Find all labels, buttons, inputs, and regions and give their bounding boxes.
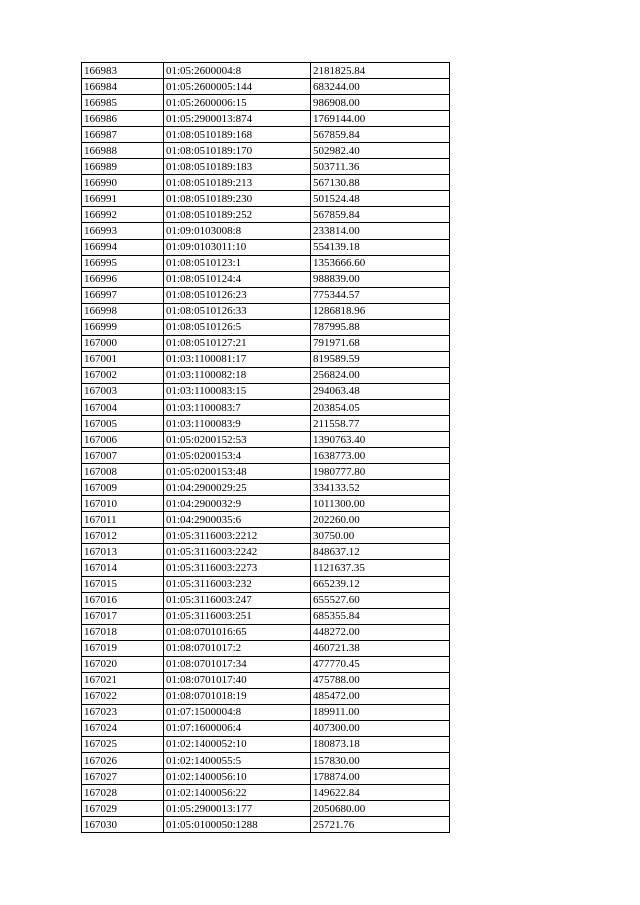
table-row bbox=[82, 319, 450, 335]
cadastral-number-cell: 01:05:0200152:53 bbox=[164, 432, 311, 448]
cadastral-number-cell: 01:05:3116003:2273 bbox=[164, 560, 311, 576]
amount-cell: 819589.59 bbox=[311, 351, 450, 367]
cadastral-number-cell: 01:05:2600004:8 bbox=[164, 63, 311, 79]
amount-cell: 294063.48 bbox=[311, 383, 450, 399]
record-id-cell: 167019 bbox=[82, 640, 164, 656]
amount-cell: 848637.12 bbox=[311, 544, 450, 560]
amount-cell: 1980777.80 bbox=[311, 464, 450, 480]
record-id-cell: 166983 bbox=[82, 63, 164, 79]
cadastral-number-cell: 01:08:0701016:65 bbox=[164, 624, 311, 640]
cadastral-number-cell: 01:09:0103008:8 bbox=[164, 223, 311, 239]
table-row bbox=[82, 335, 450, 351]
cadastral-number-cell: 01:05:2600006:15 bbox=[164, 95, 311, 111]
table-row bbox=[82, 191, 450, 207]
table-row bbox=[82, 175, 450, 191]
cadastral-number-cell: 01:05:3116003:247 bbox=[164, 592, 311, 608]
record-id-cell: 167012 bbox=[82, 528, 164, 544]
record-id-cell: 167005 bbox=[82, 416, 164, 432]
cadastral-number-cell: 01:02:1400056:22 bbox=[164, 785, 311, 801]
cadastral-number-cell: 01:05:2900013:177 bbox=[164, 801, 311, 817]
table-row bbox=[82, 608, 450, 624]
record-id-cell: 167014 bbox=[82, 560, 164, 576]
table-row bbox=[82, 79, 450, 95]
amount-cell: 334133.52 bbox=[311, 480, 450, 496]
table-row bbox=[82, 528, 450, 544]
record-id-cell: 166999 bbox=[82, 319, 164, 335]
record-id-cell: 167017 bbox=[82, 608, 164, 624]
cadastral-number-cell: 01:08:0510123:1 bbox=[164, 255, 311, 271]
amount-cell: 775344.57 bbox=[311, 287, 450, 303]
cadastral-number-cell: 01:08:0510189:230 bbox=[164, 191, 311, 207]
cadastral-number-cell: 01:02:1400052:10 bbox=[164, 736, 311, 752]
amount-cell: 2050680.00 bbox=[311, 801, 450, 817]
cadastral-number-cell: 01:08:0510189:213 bbox=[164, 175, 311, 191]
table-row bbox=[82, 640, 450, 656]
amount-cell: 655527.60 bbox=[311, 592, 450, 608]
record-id-cell: 167000 bbox=[82, 335, 164, 351]
table-row bbox=[82, 704, 450, 720]
cadastral-number-cell: 01:05:3116003:2242 bbox=[164, 544, 311, 560]
amount-cell: 1353666.60 bbox=[311, 255, 450, 271]
cadastral-number-cell: 01:08:0701017:34 bbox=[164, 656, 311, 672]
amount-cell: 157830.00 bbox=[311, 753, 450, 769]
cadastral-number-cell: 01:08:0510126:33 bbox=[164, 303, 311, 319]
record-id-cell: 167028 bbox=[82, 785, 164, 801]
amount-cell: 1769144.00 bbox=[311, 111, 450, 127]
record-id-cell: 166994 bbox=[82, 239, 164, 255]
amount-cell: 477770.45 bbox=[311, 656, 450, 672]
amount-cell: 1390763.40 bbox=[311, 432, 450, 448]
record-id-cell: 167024 bbox=[82, 720, 164, 736]
cadastral-number-cell: 01:05:0200153:4 bbox=[164, 448, 311, 464]
table-row bbox=[82, 769, 450, 785]
cadastral-number-cell: 01:08:0701018:19 bbox=[164, 688, 311, 704]
table-row bbox=[82, 576, 450, 592]
amount-cell: 683244.00 bbox=[311, 79, 450, 95]
table-row bbox=[82, 367, 450, 383]
table-row bbox=[82, 432, 450, 448]
amount-cell: 178874.00 bbox=[311, 769, 450, 785]
table-row bbox=[82, 255, 450, 271]
cadastral-number-cell: 01:03:1100082:18 bbox=[164, 367, 311, 383]
cadastral-number-cell: 01:04:2900029:25 bbox=[164, 480, 311, 496]
cadastral-number-cell: 01:04:2900032:9 bbox=[164, 496, 311, 512]
amount-cell: 180873.18 bbox=[311, 736, 450, 752]
table-row bbox=[82, 127, 450, 143]
record-id-cell: 167004 bbox=[82, 399, 164, 415]
cadastral-number-cell: 01:08:0510189:168 bbox=[164, 127, 311, 143]
table-row bbox=[82, 656, 450, 672]
cadastral-number-cell: 01:08:0701017:2 bbox=[164, 640, 311, 656]
cadastral-number-cell: 01:08:0510126:23 bbox=[164, 287, 311, 303]
amount-cell: 485472.00 bbox=[311, 688, 450, 704]
table-row bbox=[82, 448, 450, 464]
record-id-cell: 167008 bbox=[82, 464, 164, 480]
table-row bbox=[82, 496, 450, 512]
record-id-cell: 166995 bbox=[82, 255, 164, 271]
table-row bbox=[82, 351, 450, 367]
record-id-cell: 166988 bbox=[82, 143, 164, 159]
amount-cell: 567859.84 bbox=[311, 127, 450, 143]
records-table-body bbox=[82, 63, 450, 833]
cadastral-number-cell: 01:07:1600006:4 bbox=[164, 720, 311, 736]
record-id-cell: 167015 bbox=[82, 576, 164, 592]
record-id-cell: 167006 bbox=[82, 432, 164, 448]
amount-cell: 189911.00 bbox=[311, 704, 450, 720]
record-id-cell: 166990 bbox=[82, 175, 164, 191]
record-id-cell: 167002 bbox=[82, 367, 164, 383]
table-row bbox=[82, 239, 450, 255]
record-id-cell: 166985 bbox=[82, 95, 164, 111]
table-row bbox=[82, 720, 450, 736]
table-row bbox=[82, 688, 450, 704]
cadastral-number-cell: 01:08:0510127:21 bbox=[164, 335, 311, 351]
table-row bbox=[82, 207, 450, 223]
amount-cell: 665239.12 bbox=[311, 576, 450, 592]
table-row bbox=[82, 736, 450, 752]
cadastral-number-cell: 01:05:3116003:232 bbox=[164, 576, 311, 592]
table-row bbox=[82, 287, 450, 303]
table-row bbox=[82, 95, 450, 111]
cadastral-number-cell: 01:05:2600005:144 bbox=[164, 79, 311, 95]
record-id-cell: 167013 bbox=[82, 544, 164, 560]
cadastral-number-cell: 01:08:0510189:183 bbox=[164, 159, 311, 175]
table-row bbox=[82, 560, 450, 576]
cadastral-number-cell: 01:08:0510189:170 bbox=[164, 143, 311, 159]
table-row bbox=[82, 399, 450, 415]
cadastral-number-cell: 01:05:0100050:1288 bbox=[164, 817, 311, 833]
amount-cell: 407300.00 bbox=[311, 720, 450, 736]
record-id-cell: 167007 bbox=[82, 448, 164, 464]
record-id-cell: 167023 bbox=[82, 704, 164, 720]
cadastral-number-cell: 01:02:1400055:5 bbox=[164, 753, 311, 769]
table-row bbox=[82, 544, 450, 560]
amount-cell: 475788.00 bbox=[311, 672, 450, 688]
amount-cell: 2181825.84 bbox=[311, 63, 450, 79]
record-id-cell: 166989 bbox=[82, 159, 164, 175]
amount-cell: 203854.05 bbox=[311, 399, 450, 415]
cadastral-number-cell: 01:05:3116003:251 bbox=[164, 608, 311, 624]
table-row bbox=[82, 416, 450, 432]
amount-cell: 1121637.35 bbox=[311, 560, 450, 576]
table-row bbox=[82, 63, 450, 79]
record-id-cell: 167029 bbox=[82, 801, 164, 817]
amount-cell: 502982.40 bbox=[311, 143, 450, 159]
amount-cell: 448272.00 bbox=[311, 624, 450, 640]
record-id-cell: 167027 bbox=[82, 769, 164, 785]
record-id-cell: 167016 bbox=[82, 592, 164, 608]
amount-cell: 554139.18 bbox=[311, 239, 450, 255]
records-table bbox=[81, 62, 450, 833]
amount-cell: 202260.00 bbox=[311, 512, 450, 528]
record-id-cell: 166986 bbox=[82, 111, 164, 127]
record-id-cell: 166987 bbox=[82, 127, 164, 143]
amount-cell: 25721.76 bbox=[311, 817, 450, 833]
record-id-cell: 166991 bbox=[82, 191, 164, 207]
cadastral-number-cell: 01:03:1100083:7 bbox=[164, 399, 311, 415]
amount-cell: 30750.00 bbox=[311, 528, 450, 544]
amount-cell: 211558.77 bbox=[311, 416, 450, 432]
table-row bbox=[82, 303, 450, 319]
amount-cell: 460721.38 bbox=[311, 640, 450, 656]
amount-cell: 1638773.00 bbox=[311, 448, 450, 464]
cadastral-number-cell: 01:05:3116003:2212 bbox=[164, 528, 311, 544]
cadastral-number-cell: 01:04:2900035:6 bbox=[164, 512, 311, 528]
table-row bbox=[82, 672, 450, 688]
record-id-cell: 166996 bbox=[82, 271, 164, 287]
table-row bbox=[82, 801, 450, 817]
cadastral-number-cell: 01:05:0200153:48 bbox=[164, 464, 311, 480]
table-row bbox=[82, 512, 450, 528]
record-id-cell: 166993 bbox=[82, 223, 164, 239]
amount-cell: 791971.68 bbox=[311, 335, 450, 351]
amount-cell: 501524.48 bbox=[311, 191, 450, 207]
cadastral-number-cell: 01:02:1400056:10 bbox=[164, 769, 311, 785]
table-row bbox=[82, 159, 450, 175]
table-row bbox=[82, 111, 450, 127]
amount-cell: 149622.84 bbox=[311, 785, 450, 801]
cadastral-number-cell: 01:09:0103011:10 bbox=[164, 239, 311, 255]
cadastral-number-cell: 01:08:0510124:4 bbox=[164, 271, 311, 287]
record-id-cell: 167010 bbox=[82, 496, 164, 512]
cadastral-number-cell: 01:03:1100081:17 bbox=[164, 351, 311, 367]
amount-cell: 1011300.00 bbox=[311, 496, 450, 512]
cadastral-number-cell: 01:03:1100083:15 bbox=[164, 383, 311, 399]
amount-cell: 787995.88 bbox=[311, 319, 450, 335]
amount-cell: 503711.36 bbox=[311, 159, 450, 175]
table-row bbox=[82, 817, 450, 833]
table-row bbox=[82, 785, 450, 801]
record-id-cell: 167009 bbox=[82, 480, 164, 496]
cadastral-number-cell: 01:08:0701017:40 bbox=[164, 672, 311, 688]
table-row bbox=[82, 480, 450, 496]
cadastral-number-cell: 01:08:0510189:252 bbox=[164, 207, 311, 223]
record-id-cell: 167018 bbox=[82, 624, 164, 640]
table-row bbox=[82, 383, 450, 399]
record-id-cell: 166998 bbox=[82, 303, 164, 319]
amount-cell: 567130.88 bbox=[311, 175, 450, 191]
record-id-cell: 167026 bbox=[82, 753, 164, 769]
record-id-cell: 167022 bbox=[82, 688, 164, 704]
record-id-cell: 167003 bbox=[82, 383, 164, 399]
record-id-cell: 167011 bbox=[82, 512, 164, 528]
record-id-cell: 167020 bbox=[82, 656, 164, 672]
table-row bbox=[82, 753, 450, 769]
table-row bbox=[82, 271, 450, 287]
table-row bbox=[82, 624, 450, 640]
amount-cell: 986908.00 bbox=[311, 95, 450, 111]
cadastral-number-cell: 01:03:1100083:9 bbox=[164, 416, 311, 432]
table-row bbox=[82, 143, 450, 159]
record-id-cell: 167025 bbox=[82, 736, 164, 752]
cadastral-number-cell: 01:07:1500004:8 bbox=[164, 704, 311, 720]
record-id-cell: 166997 bbox=[82, 287, 164, 303]
amount-cell: 567859.84 bbox=[311, 207, 450, 223]
amount-cell: 988839.00 bbox=[311, 271, 450, 287]
amount-cell: 256824.00 bbox=[311, 367, 450, 383]
amount-cell: 685355.84 bbox=[311, 608, 450, 624]
record-id-cell: 166984 bbox=[82, 79, 164, 95]
record-id-cell: 167030 bbox=[82, 817, 164, 833]
record-id-cell: 167021 bbox=[82, 672, 164, 688]
cadastral-number-cell: 01:05:2900013:874 bbox=[164, 111, 311, 127]
table-row bbox=[82, 592, 450, 608]
cadastral-number-cell: 01:08:0510126:5 bbox=[164, 319, 311, 335]
record-id-cell: 166992 bbox=[82, 207, 164, 223]
amount-cell: 233814.00 bbox=[311, 223, 450, 239]
record-id-cell: 167001 bbox=[82, 351, 164, 367]
table-row bbox=[82, 223, 450, 239]
table-row bbox=[82, 464, 450, 480]
amount-cell: 1286818.96 bbox=[311, 303, 450, 319]
